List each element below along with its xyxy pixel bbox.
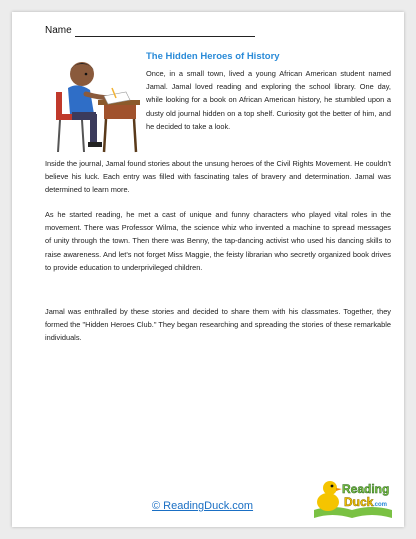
student-head [70, 62, 94, 86]
name-line [75, 36, 255, 37]
chair-back [56, 92, 62, 120]
story-paragraph: As he started reading, he met a cast of unique and funny characters who played vital roles in the movement. There was Professor Wilma, the science whiz who invented a machine to spread messages of unity through the town. Then there was Benny, the tap-dancing activist who used his dancing skills to raise awareness. And let's not forget Miss Maggie, the feisty librarian who secretly organized book drives to provide education to underprivileged children. [45, 210, 391, 272]
story-paragraph: Jamal was enthralled by these stories and decided to share them with his classmates. Together, they formed the "Hidden Heroes Club." They began researching and spreading the stories of these remarkable individuals. [45, 307, 391, 343]
logo-word-duck: Duck [344, 495, 374, 509]
copyright-link[interactable]: © ReadingDuck.com [152, 500, 254, 512]
student-shirt [68, 85, 94, 114]
name-label: Name [45, 25, 72, 36]
story-paragraph: Once, in a small town, lived a young African American student named Jamal. Jamal loved reading and exploring the school library. One day, while looking for a book on African American history, he stumbled upon a dusty old journal hidden on a top shelf. Curiosity got the better of him, and he decided to take a look. [146, 69, 391, 131]
logo-word-reading: Reading [342, 482, 390, 496]
student-at-desk-illustration [46, 52, 142, 160]
duck-icon [317, 493, 339, 511]
story-title: The Hidden Heroes of History [146, 51, 280, 62]
readingduck-logo[interactable] [312, 474, 394, 520]
story-paragraph: Inside the journal, Jamal found stories about the unsung heroes of the Civil Rights Movement. He couldn't believe his luck. Each entry was filled with fascinating tales of bravery and determination. Jamal was determined to learn more. [45, 159, 391, 195]
worksheet-page [12, 12, 404, 527]
logo-suffix: .com [373, 502, 388, 508]
